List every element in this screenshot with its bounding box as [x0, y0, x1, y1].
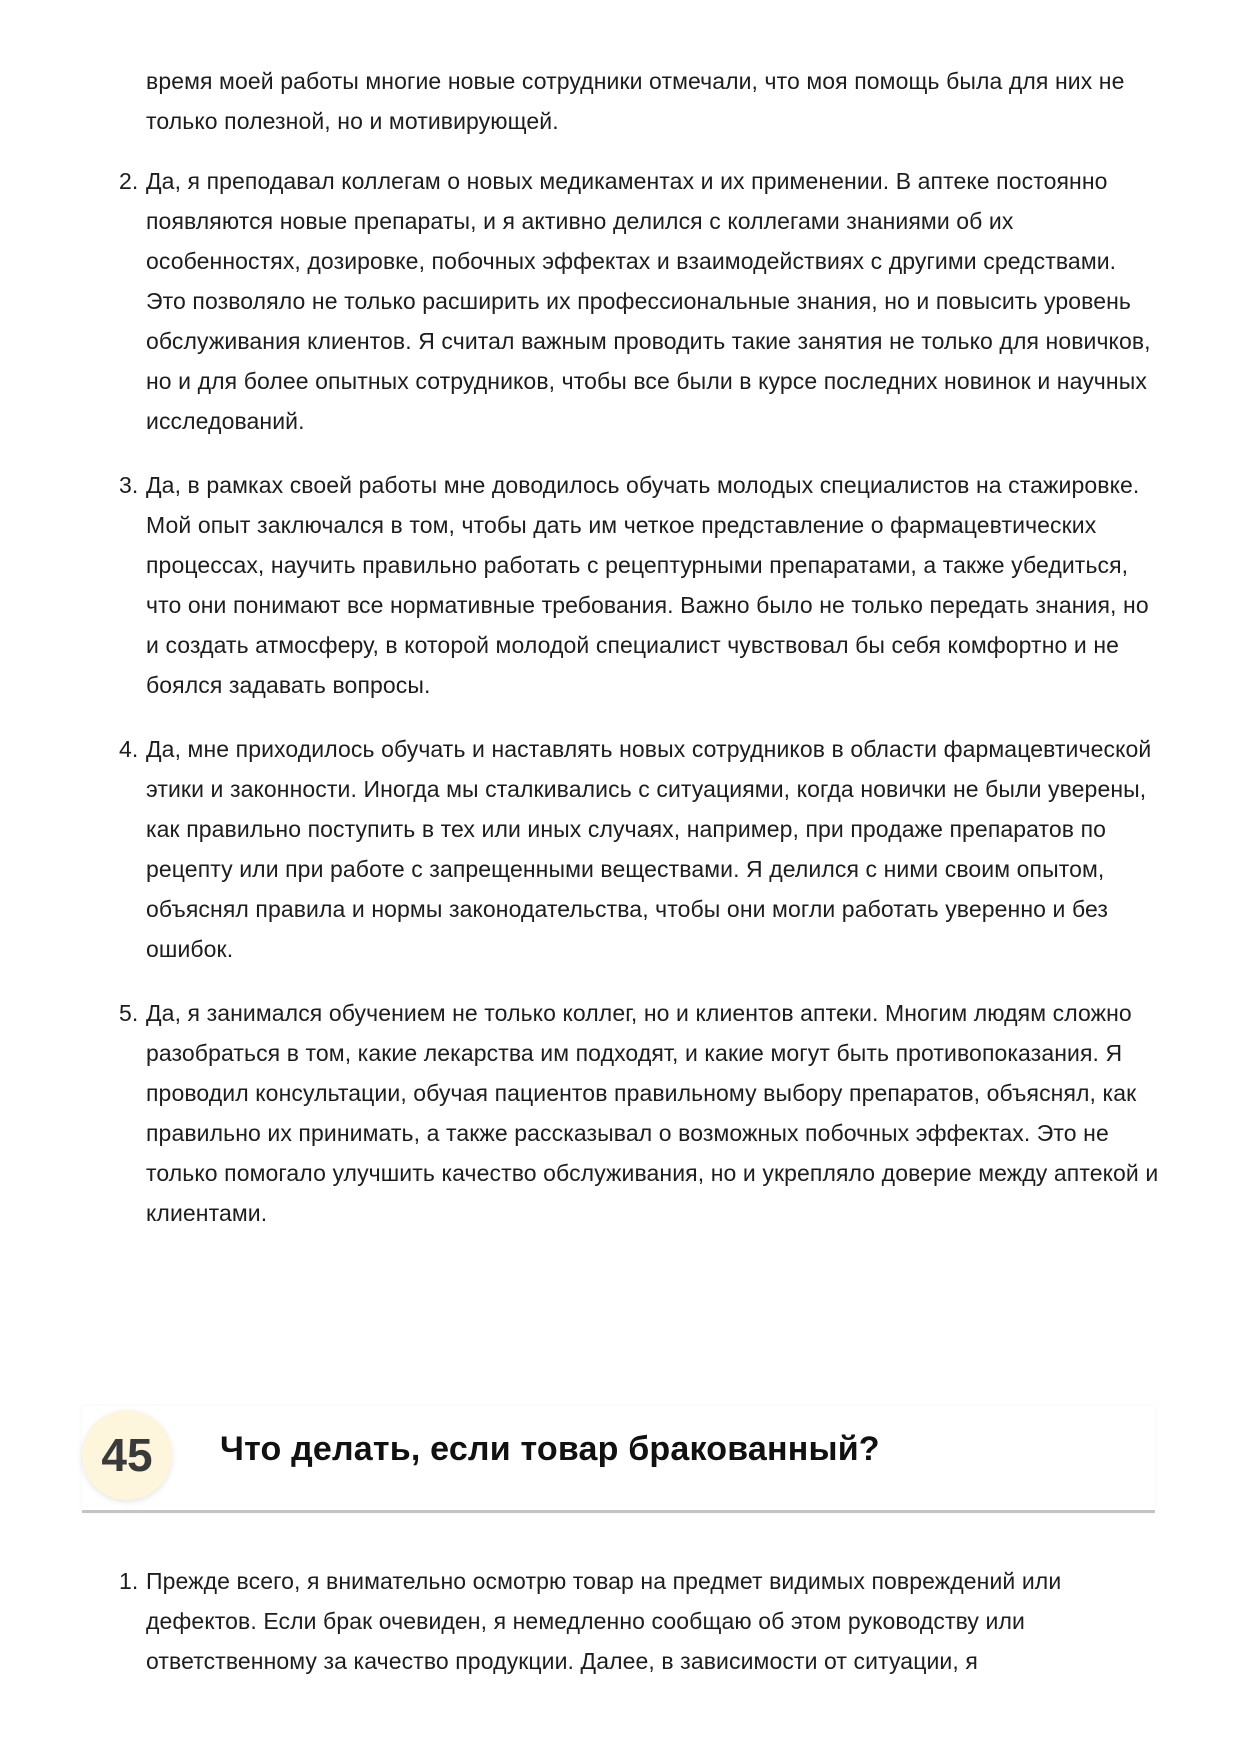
list-item-text: Да, я преподавал коллегам о новых медикаментах и их применении. В аптеке постоянно появляются новые препараты, и я активно делился с коллегами знаниями об их особенностях, дозировке, побочных эффектах и взаимодействиях с другими средствами. Это позволяло не только расширить их профессиональные знания, но и повысить уровень обслуживания клиентов. Я считал важным проводить такие занятия не только для новичков, но и для более опытных сотрудников, чтобы все были в курсе последних новинок и научных исследований. [146, 168, 1151, 434]
list-item [119, 729, 1159, 969]
list-item-number: 2. [119, 168, 139, 194]
answer-list-top [119, 161, 1159, 1257]
list-item-number: 4. [119, 736, 139, 762]
list-item [119, 161, 1159, 441]
list-item-text: Да, мне приходилось обучать и наставлять новых сотрудников в области фармацевтической этики и законности. Иногда мы сталкивались с ситуациями, когда новички не были уверены, как правильно поступить в тех или иных случаях, например, при продаже препаратов по рецепту или при работе с запрещенными веществами. Я делился с ними своим опытом, объяснял правила и нормы законодательства, чтобы они могли работать уверенно и без ошибок. [146, 736, 1152, 962]
list-item [119, 465, 1159, 705]
section-header [82, 1406, 1155, 1513]
list-item-text: Прежде всего, я внимательно осмотрю товар на предмет видимых повреждений или дефектов. Если брак очевиден, я немедленно сообщаю об этом руководству или ответственному за качество продукции. Далее, в зависимости от ситуации, я [146, 1568, 1062, 1674]
list-item-number: 3. [119, 472, 139, 498]
list-item-text: Да, я занимался обучением не только коллег, но и клиентов аптеки. Многим людям сложно разобраться в том, какие лекарства им подходят, и какие могут быть противопоказания. Я проводил консультации, обучая пациентов правильному выбору препаратов, объяснял, как правильно их принимать, а также рассказывал о возможных побочных эффектах. Это не только помогало улучшить качество обслуживания, но и укрепляло доверие между аптекой и клиентами. [146, 1000, 1159, 1226]
continuation-paragraph: время моей работы многие новые сотрудники отмечали, что моя помощь была для них не только полезной, но и мотивирующей. [146, 68, 1125, 134]
section-title: Что делать, если товар бракованный? [220, 1430, 880, 1468]
list-item-text: Да, в рамках своей работы мне доводилось обучать молодых специалистов на стажировке. Мой опыт заключался в том, чтобы дать им четкое представление о фармацевтических процессах, научить правильно работать с рецептурными препаратами, а также убедиться, что они понимают все нормативные требования. Важно было не только передать знания, но и создать атмосферу, в которой молодой специалист чувствовал бы себя комфортно и не боялся задавать вопросы. [146, 472, 1149, 698]
list-item-number: 5. [119, 1000, 139, 1026]
list-item-number: 1. [119, 1568, 139, 1594]
answer-list-bottom [119, 1561, 1159, 1705]
question-number-badge: 45 [82, 1410, 172, 1500]
list-item [119, 993, 1159, 1233]
list-item [119, 1561, 1159, 1681]
